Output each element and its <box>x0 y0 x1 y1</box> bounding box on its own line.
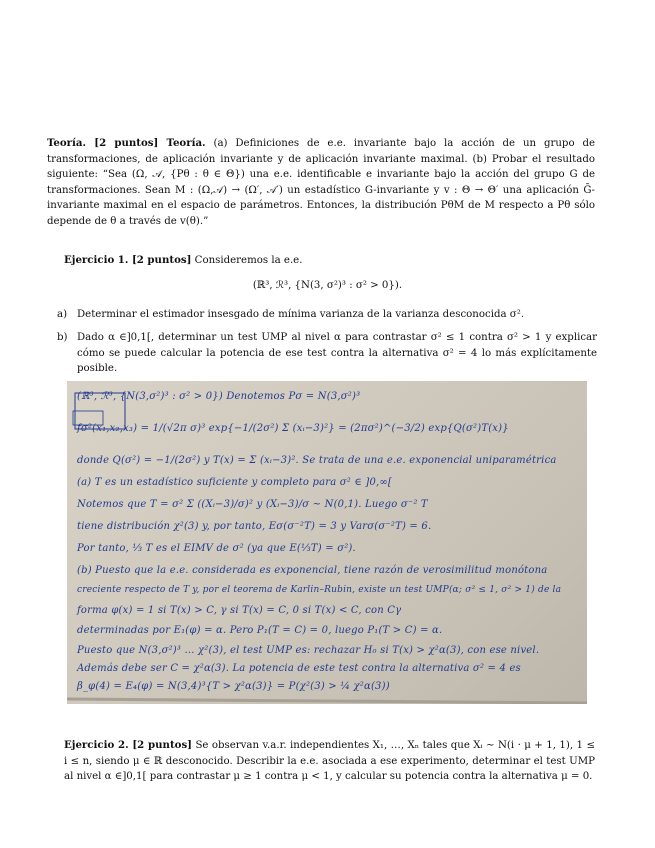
item-text: Dado α ∈]0,1[, determinar un test UMP al nivel α para contrastar σ² ≤ 1 contra σ² > 1 y explicar cómo se puede calcular la potencia de ese test contra la alternativa σ² = 4 lo más explícitamente posible. <box>77 332 597 374</box>
teoria-section <box>47 136 595 229</box>
handwritten-line: (b) Puesto que la e.e. considerada es exponencial, tiene razón de verosimilitud monótona <box>77 565 548 576</box>
ejercicio1-intro-text: Consideremos la e.e. <box>191 255 303 266</box>
ejercicio1-intro <box>64 253 594 269</box>
handwritten-line: β_φ(4) = E₄(φ) = N(3,4)³{T > χ²α(3)} = P(χ²(3) > ¼ χ²α(3)) <box>77 681 390 692</box>
ejercicio1-item-a <box>57 307 597 323</box>
handwritten-line: Puesto que N(3,σ²)³ ... χ²(3), el test UMP es: rechazar H₀ si T(x) > χ²α(3), con ese nivel. <box>77 645 540 656</box>
handwritten-line: tiene distribución χ²(3) y, por tanto, Eσ(σ⁻²T) = 3 y Varσ(σ⁻²T) = 6. <box>77 521 432 532</box>
item-label: a) <box>57 309 68 320</box>
ejercicio2-text: Se observan v.a.r. independientes X₁, …, Xₙ tales que Xᵢ ∼ N(i · μ + 1, 1), 1 ≤ i ≤ n, siendo μ ∈ ℝ desconocido. Describir la e.e. asociada a ese experimento, determinar el test UMP al nivel α ∈]0,1[ para contrastar μ ≥ 1 contra μ < 1, y calcular su potencia contra la alternativa μ = 0. <box>64 740 595 782</box>
teoria-heading: Teoría. [2 puntos] Teoría. <box>47 137 206 149</box>
handwritten-line: (ℝ³, ℛ³, {N(3,σ²)³ : σ² > 0}) Denotemos Pσ = N(3,σ²)³ <box>77 391 361 402</box>
handwritten-line: fσ²(x₁,x₂,x₃) = 1/(√2π σ)³ exp{−1/(2σ²) Σ (xᵢ−3)²} = (2πσ²)^(−3/2) exp{Q(σ²)T(x)} <box>77 423 509 434</box>
handwritten-line: donde Q(σ²) = −1/(2σ²) y T(x) = Σ (xᵢ−3)². Se trata de una e.e. exponencial uniparamétrica <box>77 455 557 466</box>
teoria-text: (a) Definiciones de e.e. invariante bajo la acción de un grupo de transformaciones, de aplicación invariante y de aplicación invariante maximal. (b) Probar el resultado siguiente: “Sea (Ω, 𝒜, {Pθ : θ ∈ Θ}) una e.e. identificable e invariante bajo la acción del grupo G de transformaciones. Sean M : (Ω,𝒜) → (Ω′, 𝒜′) un estadístico G-invariante y v : Θ → Θ′ una aplicación Ḡ-invariante maximal en el espacio de parámetros. Entonces, la distribución PθM de M respecto a Pθ sólo depende de θ a través de v(θ).” <box>47 138 595 227</box>
item-label: b) <box>57 332 68 343</box>
handwritten-line: Notemos que T = σ² Σ ((Xᵢ−3)/σ)² y (Xᵢ−3)/σ ~ N(0,1). Luego σ⁻² T <box>77 499 428 510</box>
item-text: Determinar el estimador insesgado de mínima varianza de la varianza desconocida σ². <box>77 309 525 320</box>
ejercicio1-heading: Ejercicio 1. [2 puntos] <box>64 254 192 266</box>
handwritten-line: forma φ(x) = 1 si T(x) > C, γ si T(x) = C, 0 si T(x) < C, con Cγ <box>77 605 402 616</box>
ejercicio1-model: (ℝ³, ℛ³, {N(3, σ²)³ : σ² > 0}). <box>252 280 403 291</box>
ejercicio1-item-b <box>57 330 597 378</box>
ejercicio2-section <box>64 738 595 785</box>
ejercicio2-heading: Ejercicio 2. [2 puntos] <box>64 739 193 751</box>
handwritten-line: creciente respecto de T y, por el teorema de Karlin–Rubin, existe un test UMP(α; σ² ≤ 1, σ² > 1) de la <box>77 585 562 595</box>
handwritten-line: Por tanto, ⅓ T es el EIMV de σ² (ya que E(⅓T) = σ²). <box>77 543 356 554</box>
handwritten-line: Además debe ser C = χ²α(3). La potencia de este test contra la alternativa σ² = 4 es <box>77 663 521 674</box>
handwritten-line: determinadas por E₁(φ) = α. Pero P₁(T = C) = 0, luego P₁(T > C) = α. <box>77 625 443 636</box>
handwritten-line: (a) T es un estadístico suficiente y completo para σ² ∈ ]0,∞[ <box>77 477 393 488</box>
handwritten-solution-photo <box>67 381 587 704</box>
